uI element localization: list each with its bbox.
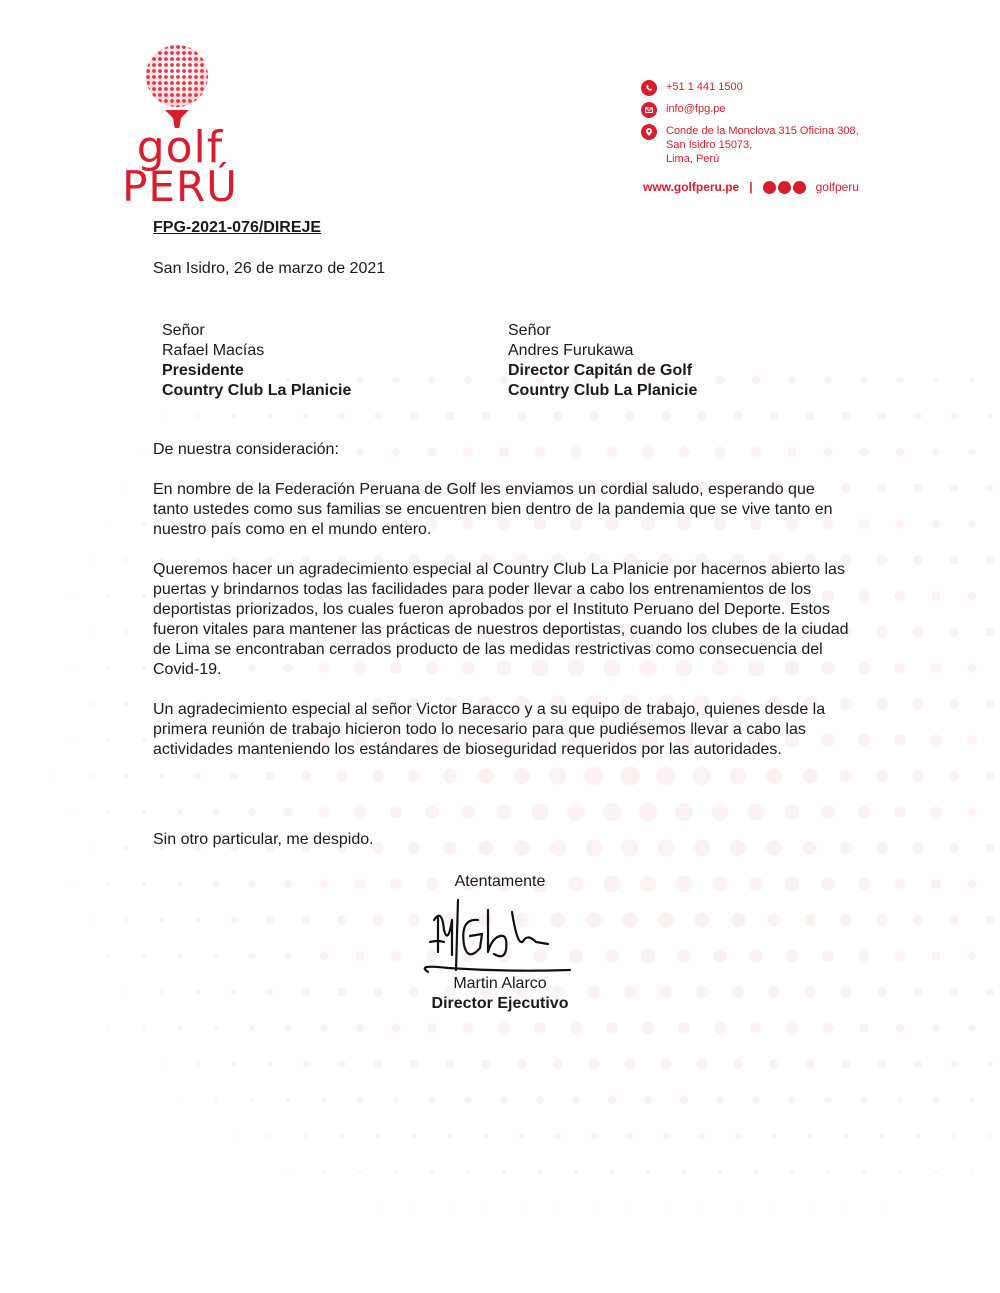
twitter-icon[interactable] <box>793 181 806 194</box>
phone-text: +51 1 441 1500 <box>666 81 743 93</box>
logo-word-golf: golf <box>136 122 224 173</box>
recipient-salutation: Señor <box>162 322 205 339</box>
mail-icon <box>641 102 657 118</box>
contact-phone <box>641 80 901 96</box>
signoff: Atentamente <box>454 873 546 890</box>
recipient-salutation: Señor <box>508 322 551 339</box>
address-line-1: Conde de la Monclova 315 Oficina 308, <box>666 125 859 137</box>
address-line-2: San Isidro 15073, <box>666 139 753 151</box>
contact-email <box>641 102 901 118</box>
paragraph: En nombre de la Federación Peruana de Golf les enviamos un cordial saludo, esperando que tanto ustedes como sus familias se encuentren bien dentro de la pandemia que se vive tanto en nuestro país como en el mundo entero. <box>153 481 833 538</box>
paragraph: Un agradecimiento especial al señor Victor Baracco y a su equipo de trabajo, quienes desde la primera reunión de trabajo hicieron todo lo necesario para que pudiésemos llevar a cabo las actividades manteniendo los estándares de bioseguridad requeridos por las autoridades. <box>153 701 826 758</box>
paragraph: Queremos hacer un agradecimiento especial al Country Club La Planicie por hacernos abierto las puertas y brindarnos todas las facilidades para poder llevar a cabo los entrenamientos de los deportistas priorizados, los cuales fueron aprobados por el Instituto Peruano del Deporte. Estos fueron vitales para mantener las prácticas de nuestros deportistas, cuando los clubes de la ciudad de Lima se encontraban cerrados producto de las medidas restrictivas como consecuencia del Covid-19. <box>153 561 849 678</box>
recipient-org: Country Club La Planicie <box>162 382 352 399</box>
logo-word-peru: PERÚ <box>122 162 238 211</box>
recipient-role: Presidente <box>162 362 244 379</box>
location-icon <box>641 124 657 140</box>
recipient-name: Andres Furukawa <box>508 342 634 359</box>
email-text: info@fpg.pe <box>666 103 726 115</box>
handwritten-signature <box>408 890 578 980</box>
whatsapp-icon <box>641 80 657 96</box>
golf-peru-logo <box>115 38 245 211</box>
greeting: De nuestra consideración: <box>153 441 339 458</box>
recipient-right <box>508 321 697 401</box>
signer-title: Director Ejecutivo <box>431 995 569 1012</box>
recipient-left <box>162 321 351 401</box>
letter-body <box>153 440 853 780</box>
facebook-icon[interactable] <box>778 181 791 194</box>
recipient-role: Director Capitán de Golf <box>508 362 693 379</box>
closing-line: Sin otro particular, me despido. <box>153 831 374 848</box>
golf-ball-icon <box>115 38 245 128</box>
reference-number: FPG-2021-076/DIREJE <box>153 219 322 236</box>
recipient-name: Rafael Macías <box>162 342 265 359</box>
address-line-3: Lima, Perú <box>666 153 720 165</box>
contact-address <box>641 124 901 166</box>
web-social-line <box>643 180 859 194</box>
social-handle: golfperu <box>815 180 859 194</box>
letter-date: San Isidro, 26 de marzo de 2021 <box>153 260 386 277</box>
recipient-org: Country Club La Planicie <box>508 382 698 399</box>
website-link[interactable]: www.golfperu.pe <box>643 180 740 194</box>
contact-block <box>641 80 901 172</box>
instagram-icon[interactable] <box>763 181 776 194</box>
signer-name: Martin Alarco <box>453 975 547 992</box>
separator: | <box>749 180 753 194</box>
